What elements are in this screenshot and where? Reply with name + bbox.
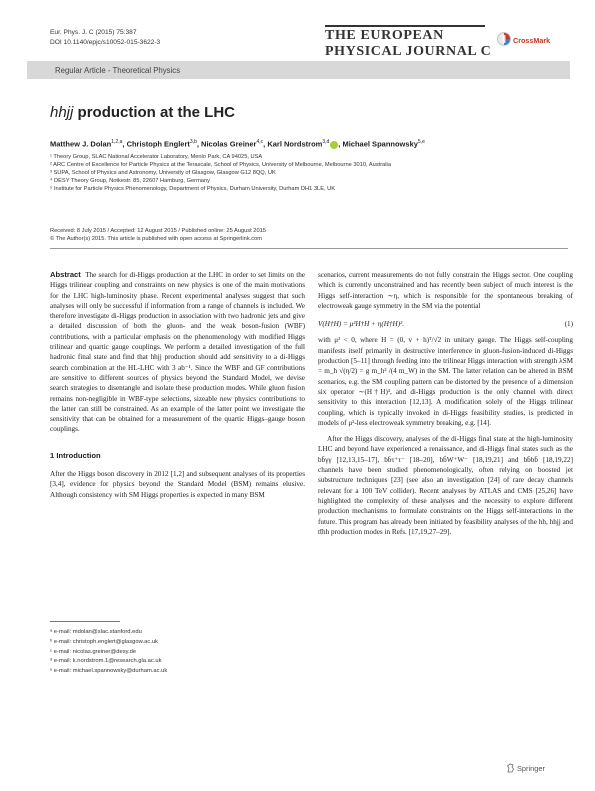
header-divider <box>50 248 568 249</box>
affiliations <box>50 154 570 194</box>
footnote-email[interactable]: ᵉ e-mail: michael.spannowsky@durham.ac.uk <box>50 668 168 675</box>
orcid-icon[interactable] <box>330 141 338 149</box>
affiliation: ² ARC Centre of Excellence for Particle Physics at the Terascale, School of Physics, University of Melbourne, Melbourne 3010, Australia <box>50 161 391 168</box>
paper-title <box>50 104 235 121</box>
paragraph: with μ² < 0, where H = (0, v + h)ᵀ/√2 in unitary gauge. The Higgs self-coupling manifests itself primarily in destructive interference in gluon-fusion-induced di-Higgs production [5–11] through feeding into the trilinear Higgs interaction with strength λSM = m_h √(η/2) = g m_h² /(4 m_W) in the SM. The latter relation can be altered in BSM scenarios, e.g. the SM coupling pattern can be distorted by the presence of a dimension six operator ∼(H†H)³, and di-Higgs production is the only channel with direct sensitivity to this interaction [12,13]. A modification solely of the Higgs trilinear coupling, which is typically invoked in di-Higgs feasibility studies, is predicted in models of μ²-less electroweak symmetry breaking, e.g. [14]. <box>318 336 573 427</box>
affiliation: ¹ Theory Group, SLAC National Accelerator Laboratory, Menlo Park, CA 94025, USA <box>50 154 263 160</box>
affiliation: ³ SUPA, School of Physics and Astronomy, University of Glasgow, Glasgow G12 8QQ, UK <box>50 169 276 176</box>
article-type: Regular Article - Theoretical Physics <box>55 66 181 75</box>
abstract <box>50 270 305 435</box>
affiliation: ⁵ Institute for Particle Physics Phenomenology, Department of Physics, Durham University, Durham DH1 3LE, UK <box>50 185 336 192</box>
author-sup: 3,d <box>322 139 330 145</box>
title-italic: hhjj <box>50 104 74 121</box>
springer-horse-icon <box>506 763 515 773</box>
abstract-heading: Abstract <box>50 270 81 279</box>
author-name[interactable]: Karl Nordstrom <box>267 139 323 149</box>
affiliation: ⁴ DESY Theory Group, Notkestr. 85, 22607 Hamburg, Germany <box>50 177 210 184</box>
author-name[interactable]: Michael Spannowsky <box>342 139 418 149</box>
footnote-rule <box>50 621 120 622</box>
crossmark-label[interactable]: CrossMark <box>513 36 551 45</box>
author-name[interactable]: Christoph Englert <box>126 139 190 149</box>
author-sup: 4,c <box>256 139 264 145</box>
author-name[interactable]: Nicolas Greiner <box>201 139 257 149</box>
paragraph: After the Higgs discovery, analyses of the di-Higgs final state at the high-luminosity LHC and beyond have experienced a renaissance, and di-Higgs final states such as the bb̄γγ [12,13,15–17], bb̄τ⁺τ⁻ [18–20], bb̄W⁺W⁻ [18,19,21] and bb̄bb̄ [18,19,22] channels have been studied phenomenologically, often relying on boosted jet substructure techniques [23] (see also an investigation [24] of rare decay channels relevant for a 100 TeV collider). Recent analyses by ATLAS and CMS [25,26] have highlighted the complexity of these analyses and the necessity to explore different production mechanisms to formulate constraints on the Higgs self-interactions in the future. This program has already been initiated by feasibility analyses of the hh, hhjj and tt̄hh production modes in Refs. [17,19,27–29]. <box>318 435 573 536</box>
equation: V(H†H) = μ²H†H + η(H†H)². <box>318 320 405 329</box>
author-sup: 1,2,a <box>111 139 123 145</box>
publication-dates <box>50 228 570 244</box>
abstract-text: The search for di-Higgs production at the LHC in order to set limits on the Higgs trilinear coupling and constraints on new physics is one of the main motivations for the LHC high-luminosity phase. Recent experimental analyses suggest that such analyses will only be successful if information from a range of channels is included. We therefore investigate di-Higgs production in association with two hadronic jets and give a detailed discussion of both the gluon- and the weak boson-fusion (WBF) contributions, with a particular emphasis on the phenomenology with modified Higgs trilinear and quartic gauge couplings. We perform a detailed investigation of the full hadronic final state and find that hhjj production should add sensitivity to a di-Higgs search combination at the HL-LHC with 3 ab⁻¹. Since the WBF and GF contributions are sensitive to different sources of physics beyond the Standard Model, we devise search strategies to disentangle and isolate these production modes. While gluon fusion remains non-negligible in WBF-type selections, sizeable new physics contributions to the latter can still be constrained. As an example of the latter point we investigate the sensitivity that can be obtained for a measurement of the quartic Higgs–gauge boson couplings. <box>50 271 305 434</box>
footnote-email[interactable]: ᵃ e-mail: mdolan@slac.stanford.edu <box>50 629 142 635</box>
paragraph: scenarios, current measurements do not fully constrain the Higgs sector. One coupling which is currently unconstrained and has recently been subject of much interest is the Higgs self-interaction ∼η, which is responsible for the spontaneous breaking of electroweak gauge symmetry in the SM via the potential <box>318 271 573 310</box>
license-note: © The Author(s) 2015. This article is published with open access at Springerlink.com <box>50 235 262 242</box>
author-name[interactable]: Matthew J. Dolan <box>50 139 112 149</box>
journal-reference <box>50 28 160 47</box>
intro-paragraph: After the Higgs boson discovery in 2012 [1,2] and subsequent analyses of its properties [3,4], evidence for physics beyond the Standard Model (BSM) remains elusive. Although consistency with SM Higgs properties is expected in many BSM <box>50 470 305 499</box>
received-dates: Received: 8 July 2015 / Accepted: 12 August 2015 / Published online: 25 August 2015 <box>50 228 266 234</box>
journal-brand <box>325 25 491 60</box>
footnote-email[interactable]: ᵇ e-mail: christoph.englert@glasgow.ac.uk <box>50 638 158 645</box>
equation-1 <box>318 319 573 329</box>
footnote-email[interactable]: ᶜ e-mail: nicolas.greiner@desy.de <box>50 648 137 655</box>
footnotes <box>50 628 167 677</box>
footnote-email[interactable]: ᵈ e-mail: k.nordstrom.1@research.gla.ac.uk <box>50 658 162 665</box>
author-list: Matthew J. Dolan$^{1,2,a}$, Christoph Englert$^{3,b}$, Nicolas Greiner$^{4,c}$, Karl Nordstrom$^{3,d}$ , Michael Spannowsky$^{5,e}$ <box>50 139 425 149</box>
right-column <box>318 270 573 537</box>
author-sup: 3,b <box>189 139 197 145</box>
equation-number: (1) <box>564 320 573 329</box>
journal-brand-line1: THE EUROPEAN <box>325 28 444 43</box>
journal-brand-line2: PHYSICAL JOURNAL C <box>325 44 492 59</box>
section-heading-introduction: 1 Introduction <box>50 450 101 460</box>
publisher-label: Springer <box>517 764 545 773</box>
left-column <box>50 270 305 500</box>
journal-citation: Eur. Phys. J. C (2015) 75:387 <box>50 29 137 36</box>
author-sup: 5,e <box>417 139 425 145</box>
doi: DOI 10.1140/epjc/s10052-015-3622-3 <box>50 38 161 46</box>
title-rest: production at the LHC <box>73 104 236 121</box>
